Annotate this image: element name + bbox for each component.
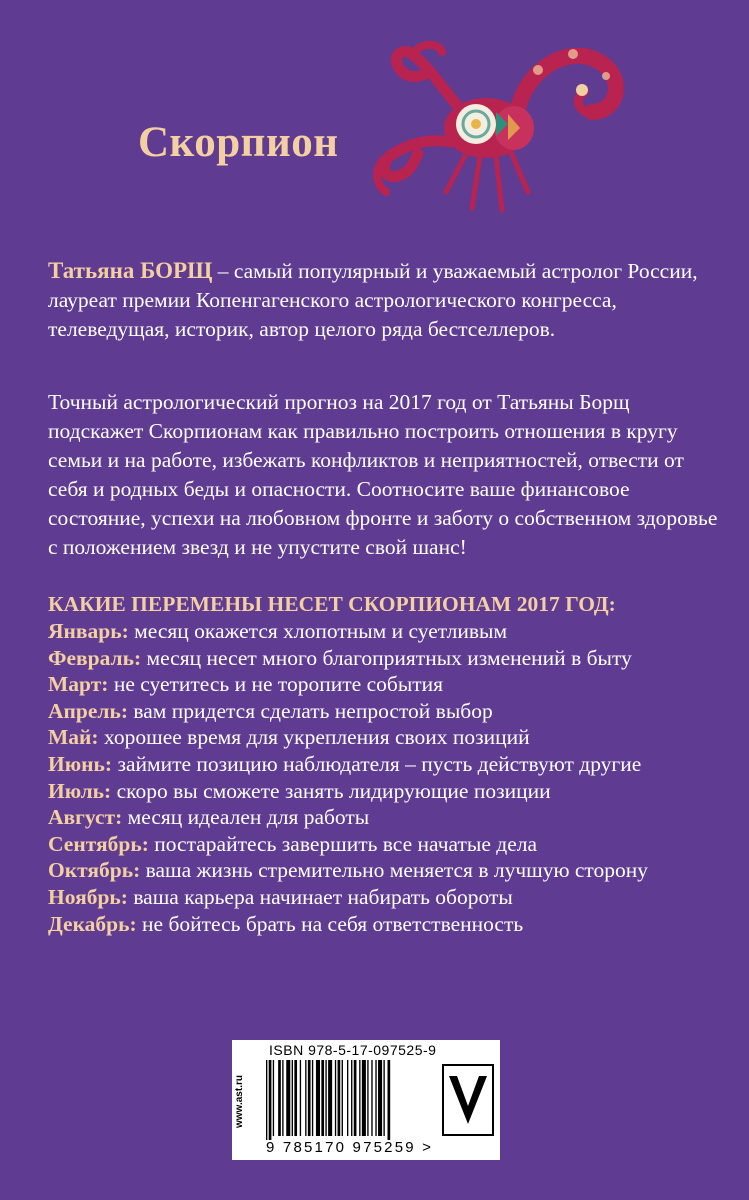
- barcode-bar: [286, 1060, 290, 1136]
- barcode-panel: [232, 1040, 500, 1160]
- barcode-bars: [266, 1060, 436, 1140]
- forecast-heading: КАКИЕ ПЕРЕМЕНЫ НЕСЕТ СКОРПИОНАМ 2017 ГОД:: [48, 592, 616, 616]
- barcode-bar: [312, 1060, 313, 1136]
- month-item-may: [48, 724, 668, 751]
- month-item-december: [48, 911, 668, 938]
- barcode-bar: [308, 1060, 311, 1136]
- month-name: Март:: [48, 672, 109, 697]
- barcode-bar: [278, 1060, 281, 1136]
- month-name: Декабрь:: [48, 911, 137, 936]
- barcode-bar: [316, 1060, 320, 1136]
- scorpion-icon: [368, 32, 630, 224]
- month-forecast-list: [48, 618, 668, 937]
- barcode-bar: [335, 1060, 336, 1136]
- barcode-bar: [282, 1060, 283, 1136]
- month-text: месяц идеален для работы: [122, 805, 370, 830]
- book-title: Скорпион: [138, 119, 339, 166]
- barcode-bar: [266, 1060, 267, 1140]
- month-text: вам придется сделать непростой выбор: [128, 698, 493, 723]
- barcode-bar: [292, 1060, 293, 1136]
- month-text: хорошее время для укрепления своих позиций: [98, 725, 530, 750]
- month-name: Апрель:: [48, 698, 129, 723]
- barcode-bar: [321, 1060, 324, 1136]
- barcode-bar: [378, 1060, 382, 1136]
- month-item-june: [48, 751, 668, 778]
- barcode-bar: [362, 1060, 366, 1136]
- month-item-january: [48, 618, 668, 645]
- month-item-march: [48, 671, 668, 698]
- barcode-bar: [375, 1060, 376, 1136]
- barcode-bar: [325, 1060, 326, 1136]
- barcode-bar: [294, 1060, 297, 1136]
- barcode-bar: [383, 1060, 384, 1136]
- month-name: Сентябрь:: [48, 831, 149, 856]
- month-name: Август:: [48, 805, 123, 830]
- month-name: Февраль:: [48, 645, 142, 670]
- author-bio: – самый популярный и уважаемый астролог России, лауреат премии Копенгагенского астрологического конгресса, телеведущая, историк, автор целого ряда бестселлеров.: [48, 259, 698, 341]
- month-item-july: [48, 778, 668, 805]
- month-text: ваша жизнь стремительно меняется в лучшую сторону: [140, 858, 649, 883]
- month-text: не суетитесь и не торопите события: [108, 672, 444, 697]
- month-item-october: [48, 857, 668, 884]
- barcode-bar: [351, 1060, 352, 1136]
- month-name: Январь:: [48, 619, 129, 643]
- barcode-bar: [354, 1060, 357, 1136]
- publisher-website: www.ast.ru: [234, 1075, 245, 1129]
- month-text: месяц несет много благоприятных изменений в быту: [141, 645, 632, 670]
- month-name: Июль:: [48, 778, 112, 803]
- book-description: Точный астрологический прогноз на 2017 год от Татьяны Борщ подскажет Скорпионам как правильно построить отношения в кругу семьи и на работе, избежать конфликтов и неприятностей, отвести от себя и родных беды и опасности. Соотносите ваше финансовое состояние, успехи на любовном фронте и заботу о собственном здоровье с положением звезд и не упустите свой шанс!: [48, 390, 718, 559]
- month-item-february: [48, 645, 668, 672]
- isbn-number: ISBN 978-5-17-097525-9: [269, 1042, 437, 1058]
- month-name: Октябрь:: [48, 858, 141, 883]
- barcode-digits: 9 785170 975259 >: [266, 1139, 434, 1156]
- barcode-bar: [367, 1060, 368, 1136]
- author-name: Татьяна БОРЩ: [48, 258, 213, 283]
- barcode-bar: [269, 1060, 272, 1140]
- month-item-april: [48, 698, 668, 725]
- publisher-v-logo-icon: [442, 1064, 494, 1136]
- barcode-bar: [388, 1060, 391, 1140]
- barcode-bar: [371, 1060, 372, 1136]
- month-item-november: [48, 884, 668, 911]
- barcode-bar: [300, 1060, 301, 1136]
- month-text: ваша карьера начинает набирать обороты: [127, 884, 513, 909]
- barcode-bar: [347, 1060, 348, 1136]
- month-text: займите позицию наблюдателя – пусть действуют другие: [112, 751, 642, 776]
- barcode-bar: [342, 1060, 343, 1136]
- month-item-august: [48, 804, 668, 831]
- month-text: месяц окажется хлопотным и суетливым: [128, 619, 508, 643]
- barcode-bar: [273, 1060, 274, 1136]
- month-item-september: [48, 831, 668, 858]
- month-text: постарайтесь завершить все начатые дела: [148, 831, 538, 856]
- barcode-bar: [338, 1060, 341, 1136]
- author-intro: [48, 256, 708, 344]
- barcode-bar: [305, 1060, 306, 1136]
- month-name: Май:: [48, 725, 99, 750]
- month-text: скоро вы сможете занять лидирующие позиции: [111, 778, 551, 803]
- month-name: Июнь:: [48, 751, 113, 776]
- barcode-bar: [359, 1060, 360, 1136]
- month-text: не бойтесь брать на себя ответственность: [136, 911, 524, 936]
- month-name: Ноябрь:: [48, 884, 128, 909]
- barcode-bar: [328, 1060, 332, 1136]
